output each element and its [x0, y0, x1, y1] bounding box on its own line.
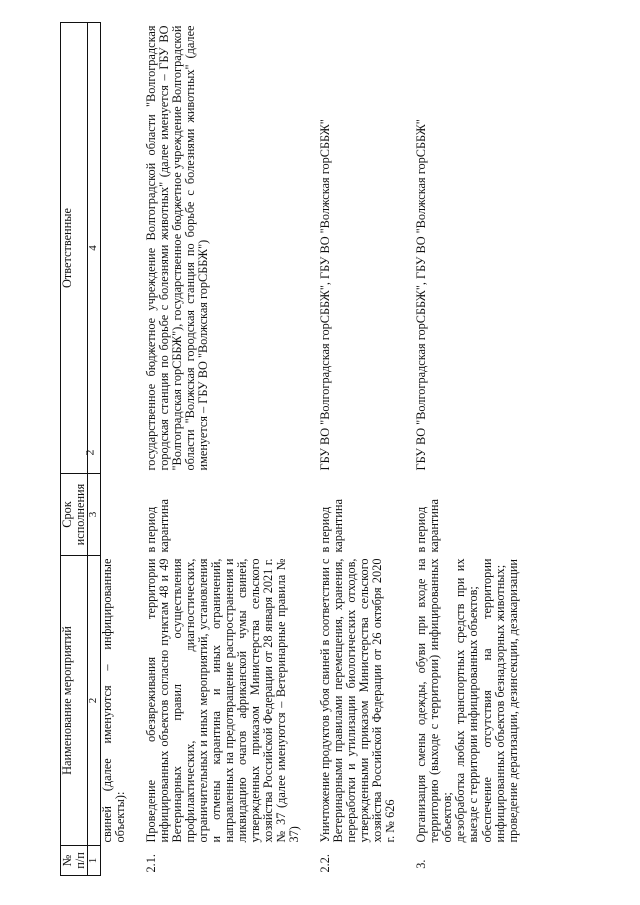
header-term: Срок исполнения: [61, 474, 88, 556]
measure-line: дезобработка любых транспортных средств при их выезде с территории инфицированных объектов;: [453, 558, 481, 843]
row-measure: Уничтожение продуктов убоя свиней в соответствии с Ветеринарными правилами перемещения, хранения, переработки и утилизации биологических отходов, утвержденными приказом Министерства сельского хозяйства Российской Федерации от 26 октября 2020 г. № 626: [318, 558, 398, 843]
row-responsible: ГБУ ВО "Волгоградская горСББЖ", ГБУ ВО "Волжская горСББЖ": [414, 119, 429, 471]
row-number: 3.: [414, 859, 429, 869]
table-header-row: [61, 23, 88, 876]
page-number: 2: [82, 449, 97, 456]
table-row: [415, 23, 519, 876]
measures-table: [60, 22, 520, 876]
continuation-text: свиней (далее именуются – инфицированные объекты):: [99, 558, 127, 843]
row-measure: [415, 556, 519, 846]
row-responsible: государственное бюджетное учреждение Волгоградской области "Волгоградская городская станция по борьбе с болезнями животных" (далее именуется – ГБУ ВО "Волгоградская горСББЖ"), государственное бюджетное учреждение Волгоградской области "Волжская городская станция по борьбе с болезнями животных" (далее именуется – ГБУ ВО "Волжская горСББЖ"): [143, 25, 210, 471]
row-number: 2.1.: [143, 854, 158, 873]
row-term: в период карантина: [318, 499, 346, 553]
row-number: 2.2.: [318, 854, 333, 873]
col-number-1: 1: [88, 846, 101, 876]
table-row: [319, 23, 397, 876]
measure-line: проведение дератизации, дезинсекции, дезакаризации: [505, 558, 520, 843]
header-responsible: Ответственные: [61, 23, 88, 474]
row-term: в период карантина: [414, 499, 442, 553]
header-num: № п/п: [61, 846, 88, 876]
measure-line: обеспечение отсутствия на территории инфицированных объектов безнадзорных животных;: [479, 558, 507, 843]
table-row: [145, 23, 301, 876]
continuation-row: [100, 23, 127, 876]
rotated-page-content: [60, 22, 520, 876]
row-term: в период карантина: [143, 499, 171, 553]
col-number-2: 2: [88, 556, 101, 846]
col-number-4: 4: [88, 23, 101, 474]
header-name: Наименование мероприятий: [61, 556, 88, 846]
column-number-row: [88, 23, 101, 876]
col-number-3: 3: [88, 474, 101, 556]
measure-line: Организация смены одежды, обуви при входе на территорию (выходе с территории) инфицированных объектов;: [414, 558, 455, 843]
row-measure: Проведение обезвреживания территории инфицированных объектов согласно пунктам 48 и 49 Ветеринарных правил осуществления профилактических, диагностических, ограничительных и иных мероприятий, установления и отмены карантина и иных ограничений, направленных на предотвращение распространения и ликвидацию очагов африканской чумы свиней, утвержденных приказом Министерства сельского хозяйства Российской Федерации от 28 января 2021 г. № 37 (далее именуются – Ветеринарные правила № 37): [143, 558, 302, 843]
row-responsible: ГБУ ВО "Волгоградская горСББЖ", ГБУ ВО "Волжская горСББЖ": [318, 119, 333, 471]
